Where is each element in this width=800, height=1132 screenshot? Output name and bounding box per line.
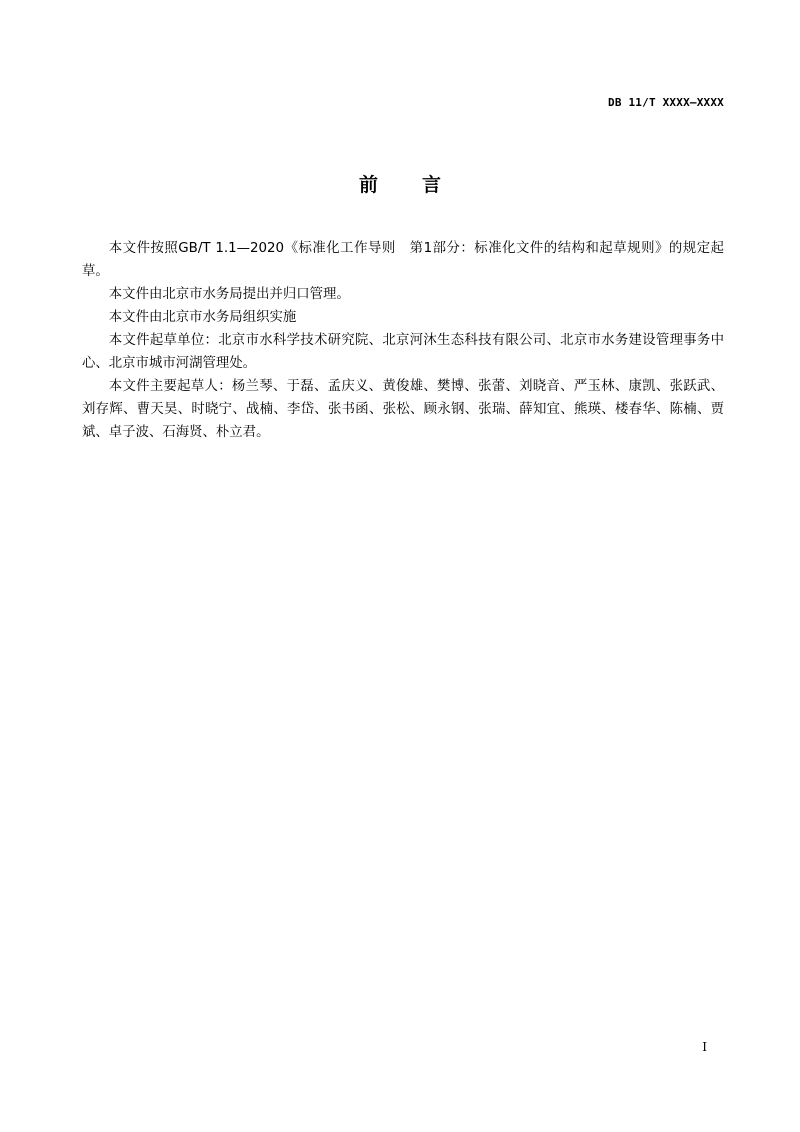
foreword-body	[82, 237, 724, 444]
page-number: I	[702, 1040, 707, 1054]
paragraph-drafters: 本文件主要起草人：杨兰琴、于磊、孟庆义、黄俊雄、樊博、张蕾、刘晓音、严玉林、康凯、张跃武、刘存辉、曹天昊、时晓宁、战楠、李岱、张书函、张松、顾永钢、张瑞、薛知宜、熊瑛、楼春华、陈楠、贾斌、卓子波、石海贤、朴立君。	[82, 379, 724, 440]
paragraph-implementer: 本文件由北京市水务局组织实施	[108, 310, 297, 325]
paragraph-drafting-basis: 本文件按照GB/T 1.1—2020《标准化工作导则 第1部分：标准化文件的结构和起草规则》的规定起草。	[82, 241, 724, 279]
paragraph-proposer: 本文件由北京市水务局提出并归口管理。	[108, 287, 350, 302]
paragraph-drafting-units: 本文件起草单位：北京市水科学技术研究院、北京河沐生态科技有限公司、北京市水务建设管理事务中心、北京市城市河湖管理处。	[82, 333, 724, 371]
page-title: 前言	[358, 174, 485, 196]
document-code: DB 11/T XXXX—XXXX	[608, 96, 724, 109]
